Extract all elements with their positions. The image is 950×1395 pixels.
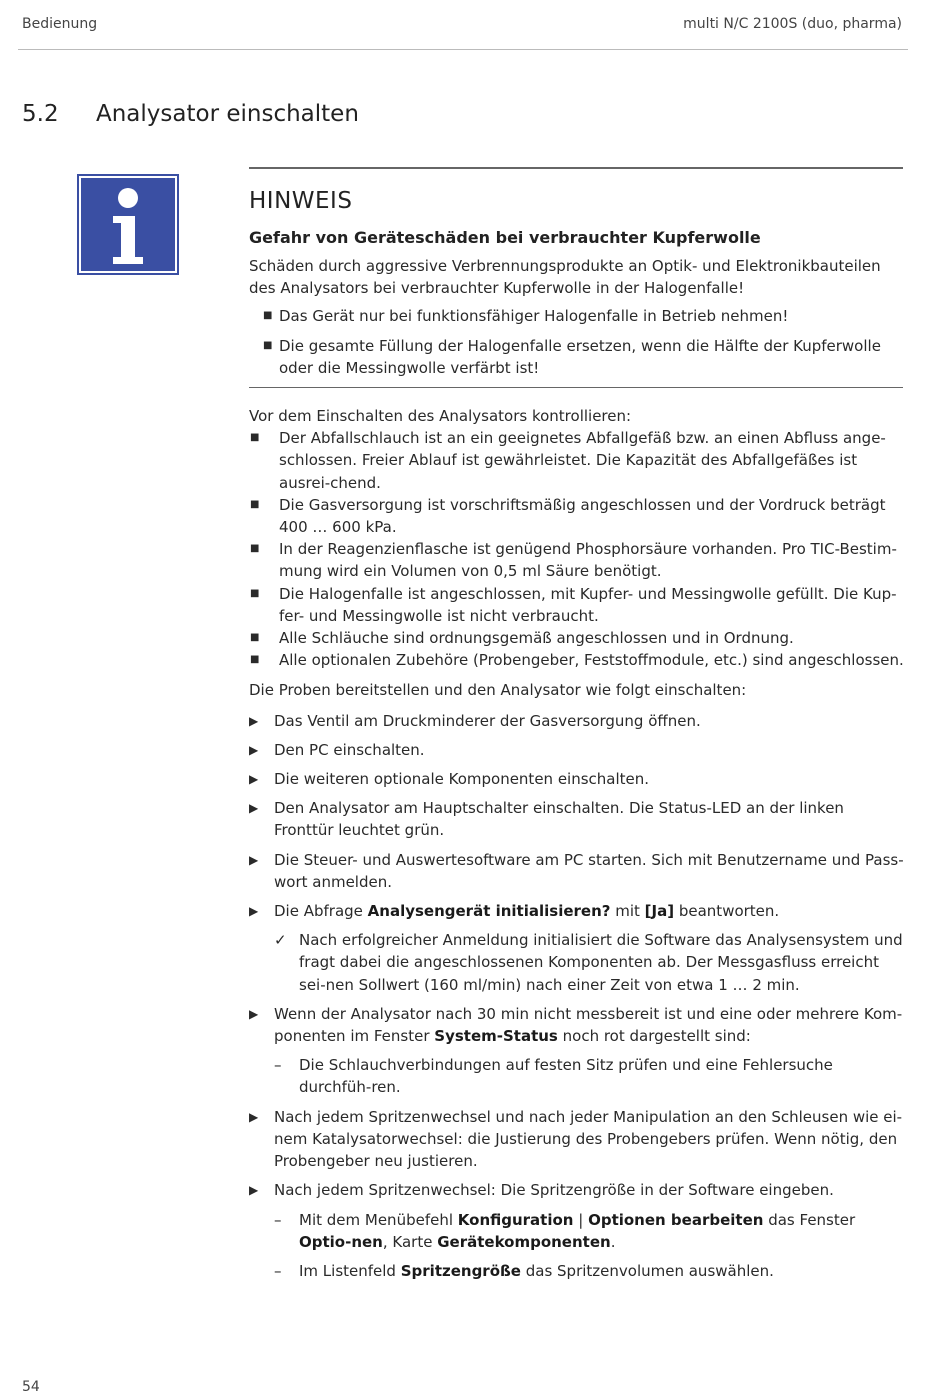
procedure-intro: Die Proben bereitstellen und den Analysator wie folgt einschalten: xyxy=(249,681,747,700)
step-text: Den Analysator am Hauptschalter einschalten. Die Status-LED an der linken Fronttür leuchtet grün. xyxy=(274,799,844,840)
check-item: ■ Die Halogenfalle ist angeschlossen, mit Kupfer- und Messingwolle gefüllt. Die Kup-fer- und Messingwolle ist nicht verbraucht. xyxy=(249,583,905,627)
step-text-part: mit xyxy=(610,902,645,921)
notice-text: Schäden durch aggressive Verbrennungsprodukte an Optik- und Elektronikbauteilen des Analysators bei verbrauchter Kupferwolle in der Halogenfalle! xyxy=(249,257,881,297)
step-arrow-icon: ▶ xyxy=(249,801,259,816)
notice-subtitle: Gefahr von Geräteschäden bei verbrauchter Kupferwolle xyxy=(249,228,761,247)
step-text: Nach jedem Spritzenwechsel und nach jeder Manipulation an den Schleusen wie ei-nem Katalysatorwechsel: die Justierung des Probengebers prüfen. Wenn nötig, den Probengeber neu justieren. xyxy=(274,1107,903,1171)
step-arrow-icon: ▶ xyxy=(249,742,259,757)
step-text-part: Die Abfrage xyxy=(274,902,368,921)
procedure-step xyxy=(249,1003,905,1099)
text-part: das Fenster xyxy=(763,1210,856,1229)
step-text: Die weiteren optionale Komponenten einschalten. xyxy=(274,770,650,789)
step-result xyxy=(274,929,905,996)
text-part: , Karte xyxy=(382,1232,438,1251)
dash-icon: – xyxy=(274,1210,282,1229)
section-title: Analysator einschalten xyxy=(96,101,359,127)
substep xyxy=(274,1209,905,1253)
step-arrow-icon: ▶ xyxy=(249,713,259,728)
procedure-step xyxy=(249,1106,905,1173)
substep-list xyxy=(274,1054,905,1098)
step-arrow-icon: ▶ xyxy=(249,852,259,867)
step-arrow-icon: ▶ xyxy=(249,1006,259,1021)
step-text: Die Steuer- und Auswertesoftware am PC starten. Sich mit Benutzername und Pass-wort anmelden. xyxy=(274,850,904,891)
step-text: Das Ventil am Druckminderer der Gasversorgung öffnen. xyxy=(274,711,701,730)
step-text: Nach jedem Spritzenwechsel: Die Spritzengröße in der Software eingeben. xyxy=(274,1181,834,1200)
step-arrow-icon: ▶ xyxy=(249,1109,259,1124)
procedure-step xyxy=(249,710,905,732)
check-item: ■ Die Gasversorgung ist vorschriftsmäßig angeschlossen und der Vordruck beträgt 400 … 600 kPa. xyxy=(249,494,905,538)
step-arrow-icon: ▶ xyxy=(249,1183,259,1198)
notice-list xyxy=(249,305,903,379)
step-text-part: beantworten. xyxy=(674,902,780,921)
notice-item: ■ Das Gerät nur bei funktionsfähiger Halogenfalle in Betrieb nehmen! xyxy=(249,305,903,327)
button-name: [Ja] xyxy=(644,902,675,921)
step-text xyxy=(274,1005,902,1045)
step-text: Den PC einschalten. xyxy=(274,740,425,759)
substep xyxy=(274,1260,905,1282)
step-text xyxy=(274,902,779,920)
step-arrow-icon: ▶ xyxy=(249,904,259,919)
dash-icon: – xyxy=(274,1261,282,1280)
field-name: Spritzengröße xyxy=(400,1261,521,1280)
procedure-step xyxy=(249,797,905,841)
section-number: 5.2 xyxy=(22,101,59,127)
window-name: System-Status xyxy=(434,1027,558,1046)
text-part: Mit dem Menübefehl xyxy=(299,1210,458,1229)
text-part: . xyxy=(610,1232,616,1251)
checkmark-icon: ✓ xyxy=(274,931,287,950)
substep-text xyxy=(299,1211,855,1251)
header-divider xyxy=(18,49,908,50)
page-number: 54 xyxy=(22,1379,40,1395)
main-content xyxy=(249,405,905,1289)
dash-icon: – xyxy=(274,1056,282,1075)
step-text-part: Wenn der Analysator nach 30 min nicht messbereit ist und eine oder mehrere Kom-ponenten im Fenster xyxy=(274,1004,903,1046)
check-item: ■ Der Abfallschlauch ist an ein geeignetes Abfallgefäß bzw. an einen Abfluss ange-schlossen. Freier Ablauf ist gewährleistet. Die Kapazität des Abfallgefäßes ist ausrei-chend. xyxy=(249,427,905,494)
check-item: ■ In der Reagenzienflasche ist genügend Phosphorsäure vorhanden. Pro TIC-Bestim-mung wird ein Volumen von 0,5 ml Säure benötigt. xyxy=(249,538,905,582)
substep-text xyxy=(299,1262,774,1280)
notice-item: ■ Die gesamte Füllung der Halogenfalle ersetzen, wenn die Hälfte der Kupferwolle oder die Messingwolle verfärbt ist! xyxy=(249,335,903,379)
menu-item-name: Optionen bearbeiten xyxy=(588,1210,764,1229)
result-text: Nach erfolgreicher Anmeldung initialisiert die Software das Analysensystem und fragt dabei die angeschlossenen Komponenten ab. Der Messgasfluss erreicht sei-nen Sollwert (160 ml/min) nach einer Zeit von etwa 1 … 2 min. xyxy=(299,931,903,994)
dialog-name: Analysengerät initialisieren? xyxy=(367,902,611,921)
menu-separator: | xyxy=(573,1210,589,1229)
notice-bottom-rule xyxy=(249,387,903,388)
window-name: Optio-nen xyxy=(299,1232,383,1251)
step-text-part: noch rot dargestellt sind: xyxy=(557,1027,751,1046)
procedure-steps xyxy=(249,710,905,1282)
checks-intro: Vor dem Einschalten des Analysators kontrollieren: xyxy=(249,407,632,425)
running-header-product: multi N/C 2100S (duo, pharma) xyxy=(683,16,902,32)
notice-top-rule xyxy=(249,167,903,169)
menu-name: Konfiguration xyxy=(457,1210,574,1229)
running-header-section: Bedienung xyxy=(22,16,98,32)
notice-title: HINWEIS xyxy=(249,188,353,214)
text-part: das Spritzenvolumen auswählen. xyxy=(520,1261,774,1280)
substep-text: Die Schlauchverbindungen auf festen Sitz prüfen und eine Fehlersuche durchfüh-ren. xyxy=(299,1056,833,1097)
substep-list xyxy=(274,1209,905,1283)
notice-box xyxy=(249,167,903,388)
tab-name: Gerätekomponenten xyxy=(437,1232,611,1251)
section-heading xyxy=(22,101,359,127)
check-item: ■ Alle Schläuche sind ordnungsgemäß angeschlossen und in Ordnung. xyxy=(249,627,905,649)
step-arrow-icon: ▶ xyxy=(249,772,259,787)
check-item: ■ Alle optionalen Zubehöre (Probengeber, Feststoffmodule, etc.) sind angeschlossen. xyxy=(249,649,905,671)
info-icon xyxy=(77,174,179,275)
procedure-step xyxy=(249,1179,905,1282)
substep xyxy=(274,1054,905,1098)
text-part: Im Listenfeld xyxy=(299,1261,401,1280)
procedure-step xyxy=(249,900,905,996)
step-result-list xyxy=(274,929,905,996)
procedure-step xyxy=(249,739,905,761)
procedure-step xyxy=(249,849,905,893)
procedure-step xyxy=(249,768,905,790)
checks-list xyxy=(249,427,905,671)
